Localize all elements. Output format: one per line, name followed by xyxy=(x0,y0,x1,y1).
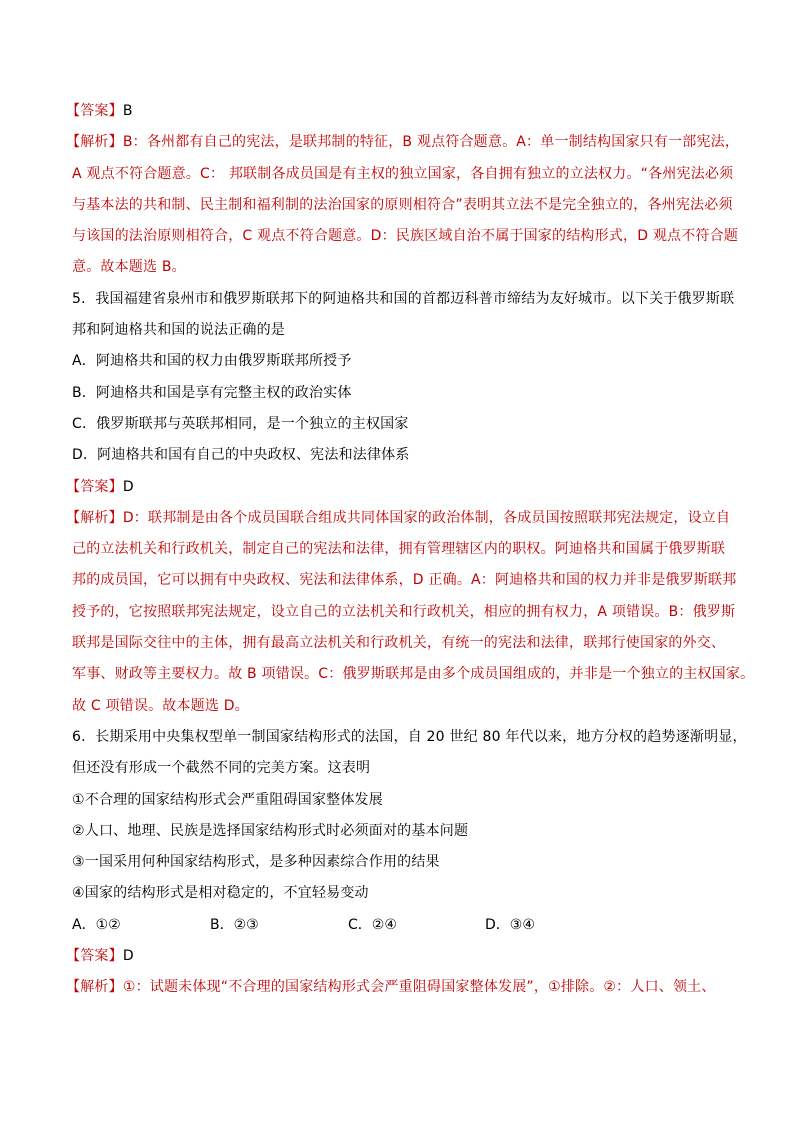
q6-statement-2: ②人口、地理、民族是选择国家结构形式时必须面对的基本问题 xyxy=(72,822,469,839)
q5-analysis-line-4: 授予的，它按照联邦宪法规定，设立自己的立法机关和行政机关，相应的拥有权力，A 项错误。B：俄罗斯 xyxy=(72,603,736,620)
q6-analysis-line-1 xyxy=(66,976,724,1007)
q4-analysis xyxy=(66,131,740,287)
q5-analysis-line-6: 军事、财政等主要权力。故 B 项错误。C：俄罗斯联邦是由多个成员国组成的，并非是一个独立的主权国家。 xyxy=(72,666,755,683)
answer-tag: 【答案】 xyxy=(66,103,123,119)
q5-answer: D xyxy=(122,478,134,495)
analysis-text: ①：试题未体现“不合理的国家结构形式会严重阻碍国家整体发展”，①排除。②：人口、领土、 xyxy=(122,979,716,996)
q4-analysis-line-5: 意。故本题选 B。 xyxy=(72,259,186,276)
q6-stem-line-1: 6．长期采用中央集权型单一制国家结构形式的法国，自 20 世纪 80 年代以来，地方分权的趋势逐渐明显， xyxy=(72,728,747,745)
q6-analysis xyxy=(66,976,724,1007)
analysis-tag: 【解析】 xyxy=(66,979,123,996)
q5-option-a: A．阿迪格共和国的权力由俄罗斯联邦所授予 xyxy=(72,353,352,370)
q5-option-b: B．阿迪格共和国是享有完整主权的政治实体 xyxy=(72,384,352,401)
analysis-text: D：联邦制是由各个成员国联合组成共同体国家的政治体制，各成员国按照联邦宪法规定，设立自 xyxy=(122,509,731,526)
q6-choice-a: A．①② xyxy=(72,916,121,933)
q6-choice-c: C．②④ xyxy=(348,916,397,933)
answer-tag: 【答案】 xyxy=(66,478,123,495)
q6-statement-3: ③一国采用何种国家结构形式，是多种因素综合作用的结果 xyxy=(72,854,440,871)
q6-choices xyxy=(72,914,724,945)
q5-answer-line xyxy=(66,476,724,507)
q5-option-d: D．阿迪格共和国有自己的中央政权、宪法和法律体系 xyxy=(72,447,410,464)
q4-analysis-line-1 xyxy=(66,131,740,162)
q4-analysis-line-2: A 观点不符合题意。C： 邦联制各成员国是有主权的独立国家，各自拥有独立的立法权力。“各州宪法必须 xyxy=(72,165,734,182)
analysis-tag: 【解析】 xyxy=(66,134,123,151)
q5-stem-line-1: 5．我国福建省泉州市和俄罗斯联邦下的阿迪格共和国的首都迈科普市缔结为友好城市。以下关于俄罗斯联 xyxy=(72,290,735,307)
q4-analysis-line-4: 与该国的法治原则相符合，C 观点不符合题意。D：民族区域自治不属于国家的结构形式，D 观点不符合题 xyxy=(72,228,739,245)
q4-answer-line xyxy=(66,100,724,131)
q6-answer-line xyxy=(66,945,724,976)
q5-analysis-line-2: 己的立法机关和行政机关，制定自己的宪法和法律，拥有管理辖区内的职权。阿迪格共和国属于俄罗斯联 xyxy=(72,541,726,558)
q4-answer: B xyxy=(122,103,133,119)
q6-statement-4: ④国家的结构形式是相对稳定的，不宜轻易变动 xyxy=(72,885,369,902)
q6-choice-b: B．②③ xyxy=(210,916,259,933)
q5-analysis-line-1 xyxy=(66,507,731,538)
q5-stem-line-2: 邦和阿迪格共和国的说法正确的是 xyxy=(72,322,285,339)
q4-analysis-line-3: 与基本法的共和制、民主制和福利制的法治国家的原则相符合”表明其立法不是完全独立的，各州宪法必须 xyxy=(72,196,733,213)
q5-option-c: C．俄罗斯联邦与英联邦相同，是一个独立的主权国家 xyxy=(72,415,409,432)
answer-tag: 【答案】 xyxy=(66,948,123,965)
document-page xyxy=(66,100,755,1008)
analysis-tag: 【解析】 xyxy=(66,509,123,526)
q6-answer: D xyxy=(122,948,134,965)
q5-analysis-line-7: 故 C 项错误。故本题选 D。 xyxy=(72,697,249,714)
q5-analysis xyxy=(66,507,755,726)
analysis-text: B：各州都有自己的宪法，是联邦制的特征，B 观点符合题意。A：单一制结构国家只有一部宪法， xyxy=(122,134,740,151)
q6-statement-1: ①不合理的国家结构形式会严重阻碍国家整体发展 xyxy=(72,791,383,808)
q5-analysis-line-5: 联邦是国际交往中的主体，拥有最高立法机关和行政机关，有统一的宪法和法律，联邦行使国家的外交、 xyxy=(72,635,726,652)
q6-choice-d: D．③④ xyxy=(485,916,535,933)
q6-stem-line-2: 但还没有形成一个截然不同的完美方案。这表明 xyxy=(72,760,371,777)
q5-analysis-line-3: 邦的成员国，它可以拥有中央政权、宪法和法律体系，D 正确。A：阿迪格共和国的权力并非是俄罗斯联邦 xyxy=(72,572,737,589)
